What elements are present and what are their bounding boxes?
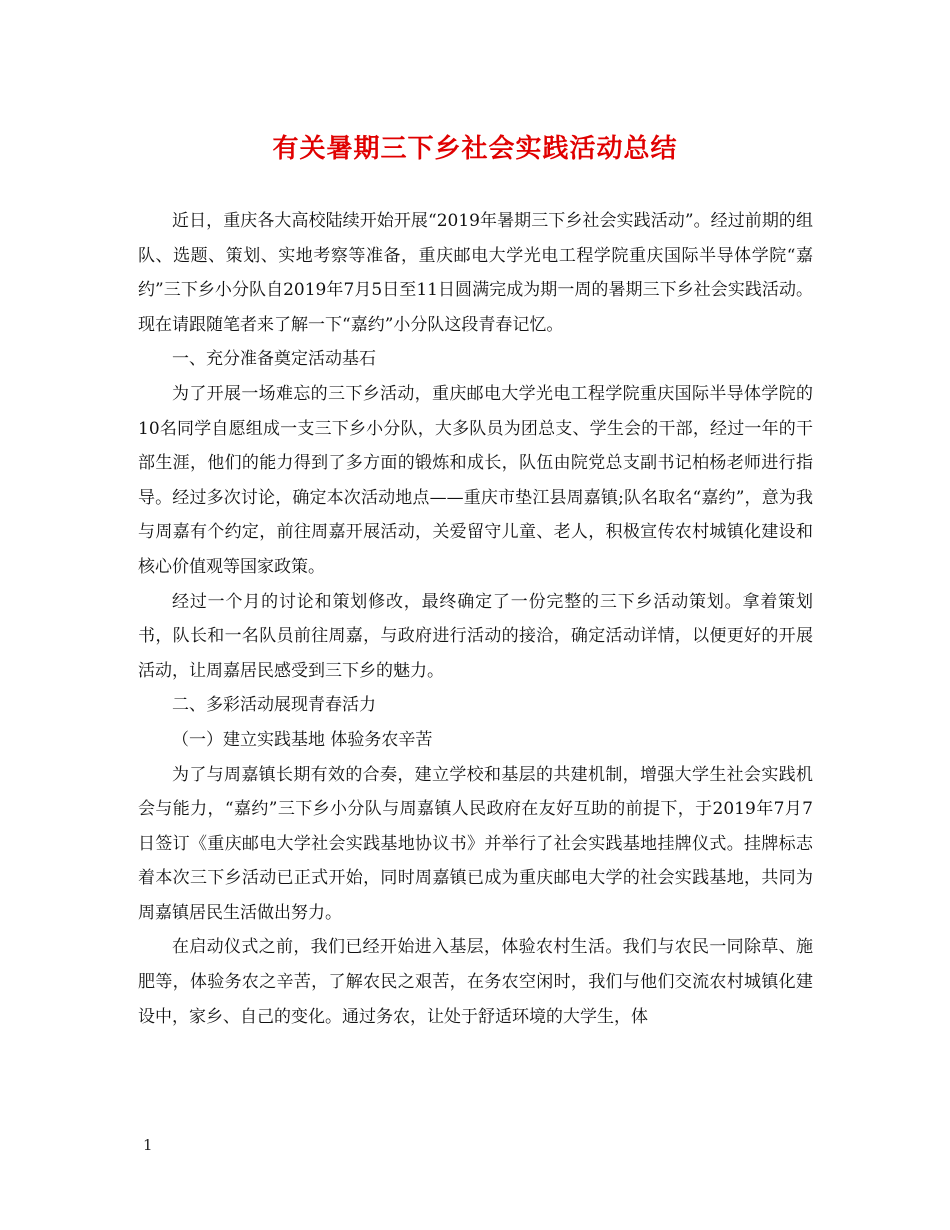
page-number: 1 (143, 1136, 153, 1154)
document-title: 有关暑期三下乡社会实践活动总结 (272, 134, 678, 164)
section-heading-1: 一、充分准备奠定活动基石 (172, 349, 376, 370)
paragraph: 在启动仪式之前，我们已经开始进入基层，体验农村生活。我们与农民一同除草、施肥等，体验务农之辛苦，了解农民之艰苦，在务农空闲时，我们与他们交流农村城镇化建设中，家乡、自己的变化。通过务农，让处于舒适环境的大学生，体 (138, 937, 813, 1027)
subsection-heading-1: （一）建立实践基地 体验务农辛苦 (172, 729, 433, 750)
paragraph: 为了与周嘉镇长期有效的合奏，建立学校和基层的共建机制，增强大学生社会实践机会与能力，“嘉约”三下乡小分队与周嘉镇人民政府在友好互助的前提下，于2019年7月7日签订《重庆邮电大学社会实践基地协议书》并举行了社会实践基地挂牌仪式。挂牌标志着本次三下乡活动已正式开始，同时周嘉镇已成为重庆邮电大学的社会实践基地，共同为周嘉镇居民生活做出努力。 (138, 764, 813, 923)
paragraph: 经过一个月的讨论和策划修改，最终确定了一份完整的三下乡活动策划。拿着策划书，队长和一名队员前往周嘉，与政府进行活动的接洽，确定活动详情，以便更好的开展活动，让周嘉居民感受到三下乡的魅力。 (138, 591, 813, 681)
paragraph: 为了开展一场难忘的三下乡活动，重庆邮电大学光电工程学院重庆国际半导体学院的10名同学自愿组成一支三下乡小分队，大多队员为团总支、学生会的干部，经过一年的干部生涯，他们的能力得到了多方面的锻炼和成长，队伍由院党总支副书记柏杨老师进行指导。经过多次讨论，确定本次活动地点——重庆市垫江县周嘉镇;队名取名“嘉约”，意为我与周嘉有个约定，前往周嘉开展活动，关爱留守儿童、老人，积极宣传农村城镇化建设和核心价值观等国家政策。 (138, 383, 813, 577)
section-heading-2: 二、多彩活动展现青春活力 (172, 695, 376, 716)
paragraph-intro: 近日，重庆各大高校陆续开始开展“2019年暑期三下乡社会实践活动”。经过前期的组队、选题、策划、实地考察等准备，重庆邮电大学光电工程学院重庆国际半导体学院“嘉约”三下乡小分队自2019年7月5日至11日圆满完成为期一周的暑期三下乡社会实践活动。现在请跟随笔者来了解一下“嘉约”小分队这段青春记忆。 (138, 211, 813, 335)
document-body (138, 204, 813, 1034)
